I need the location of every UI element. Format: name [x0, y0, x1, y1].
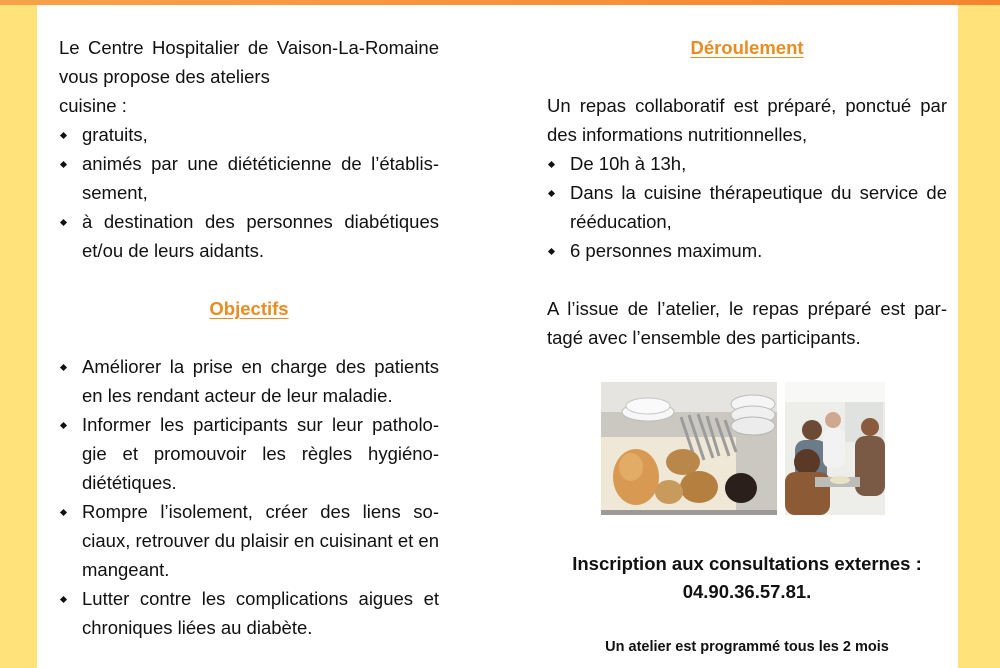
list-item-text: Rompre l’isolement, créer des liens so-ciaux, retrouver du plaisir en cuisinant et en mangeant.: [82, 501, 439, 580]
bullet-diamond-icon: [60, 219, 67, 226]
intro-text-line: Le Centre Hospitalier de Vaison-La-Romaine vous propose des ateliers: [59, 37, 439, 87]
photo-dishes-vegetables: [601, 382, 777, 515]
intro-text: [59, 33, 439, 120]
list-item-text: animés par une diététicienne de l’établis-sement,: [82, 153, 439, 203]
inscription-label: Inscription aux consultations externes :: [572, 553, 922, 574]
list-item-text: à destination des personnes diabétiques et/ou de leurs aidants.: [82, 211, 439, 261]
list-item-text: Dans la cuisine thérapeutique du service de rééducation,: [570, 182, 947, 232]
bullet-diamond-icon: [60, 132, 67, 139]
list-item: [547, 178, 947, 236]
list-item: [59, 120, 439, 149]
list-item-text: Améliorer la prise en charge des patients en les rendant acteur de leur maladie.: [82, 356, 439, 406]
frequency-note: Un atelier est programmé tous les 2 mois: [605, 639, 889, 655]
deroulement-closing: A l’issue de l’atelier, le repas préparé est par-tagé avec l’ensemble des participants.: [547, 298, 947, 348]
bullet-diamond-icon: [548, 161, 555, 168]
list-item-text: gratuits,: [82, 124, 148, 145]
list-item: [59, 584, 439, 642]
deroulement-text: Un repas collaboratif est préparé, ponctué par des informations nutritionnelles,: [547, 95, 947, 145]
bullet-diamond-icon: [548, 248, 555, 255]
bullet-diamond-icon: [548, 190, 555, 197]
list-item-text: Informer les participants sur leur patholo-gie et promouvoir les règles hygiéno-diététiques.: [82, 414, 439, 493]
spacer: [59, 323, 439, 352]
list-item-text: 6 personnes maximum.: [570, 240, 763, 261]
spacer: [547, 62, 947, 91]
bullet-diamond-icon: [60, 509, 67, 516]
inscription-phone: 04.90.36.57.81.: [682, 581, 812, 602]
dishes-illustration: [601, 382, 777, 515]
left-column: [59, 33, 439, 642]
right-column: [547, 33, 947, 352]
list-item: [547, 149, 947, 178]
deroulement-list: [547, 149, 947, 265]
list-item: [59, 352, 439, 410]
list-item: [59, 497, 439, 584]
list-item: [547, 236, 947, 265]
inscription-block: [547, 550, 947, 606]
spacer: [547, 265, 947, 294]
bullet-diamond-icon: [60, 422, 67, 429]
bullet-diamond-icon: [60, 596, 67, 603]
bullet-diamond-icon: [60, 364, 67, 371]
list-item: [59, 207, 439, 265]
bullet-diamond-icon: [60, 161, 67, 168]
objectifs-heading: Objectifs: [209, 298, 289, 319]
list-item: [59, 149, 439, 207]
intro-text-cont: cuisine :: [59, 95, 127, 116]
people-illustration: [785, 382, 885, 515]
photo-cooking-participants: [785, 382, 885, 515]
list-item-text: Lutter contre les complications aigues et chroniques liées au diabète.: [82, 588, 439, 638]
list-item: [59, 410, 439, 497]
objectifs-list: [59, 352, 439, 642]
intro-list: [59, 120, 439, 265]
deroulement-heading: Déroulement: [690, 37, 804, 58]
list-item-text: De 10h à 13h,: [570, 153, 687, 174]
spacer: [59, 265, 439, 294]
